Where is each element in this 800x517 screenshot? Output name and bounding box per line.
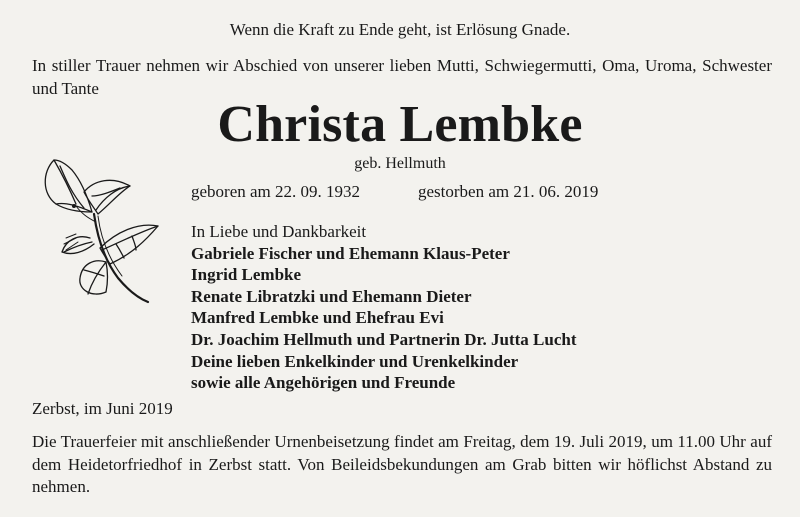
mourner-name: Manfred Lembke und Ehefrau Evi (191, 308, 444, 328)
place-date: Zerbst, im Juni 2019 (32, 399, 173, 418)
mourner-name: Deine lieben Enkelkinder und Urenkelkinder (191, 351, 519, 371)
mourner-name: Dr. Joachim Hellmuth und Partnerin Dr. Jutta Lucht (191, 329, 577, 349)
funeral-notice: Die Trauerfeier mit anschließender Urnenbeisetzung findet am Freitag, dem 19. Juli 2019, um 11.00 Uhr auf dem Heidetorfriedhof in Zerbst statt. Von Beileidsbekundungen am Grab bitten wir höflichst Abstand zu nehmen. (32, 432, 772, 496)
mourners-lead: In Liebe und Dankbarkeit (191, 222, 367, 241)
deceased-name: Christa Lembke (217, 96, 583, 153)
mourner-name: Renate Libratzki und Ehemann Dieter (191, 286, 472, 306)
death-date: gestorben am 21. 06. 2019 (418, 182, 599, 201)
mourner-name: Ingrid Lembke (191, 265, 302, 285)
mourner-name: sowie alle Angehörigen und Freunde (191, 373, 456, 393)
mourners-list (191, 221, 577, 394)
birth-name: geb. Hellmuth (354, 155, 446, 172)
intro-text: In stiller Trauer nehmen wir Abschied von unserer lieben Mutti, Schwiegermutti, Oma, Uroma, Schwester und Tante (32, 56, 772, 98)
mourner-name: Gabriele Fischer und Ehemann Klaus-Peter (191, 243, 510, 263)
birth-date: geboren am 22. 09. 1932 (191, 182, 361, 201)
motto: Wenn die Kraft zu Ende geht, ist Erlösung Gnade. (229, 20, 571, 39)
calla-lily-icon (36, 152, 166, 310)
